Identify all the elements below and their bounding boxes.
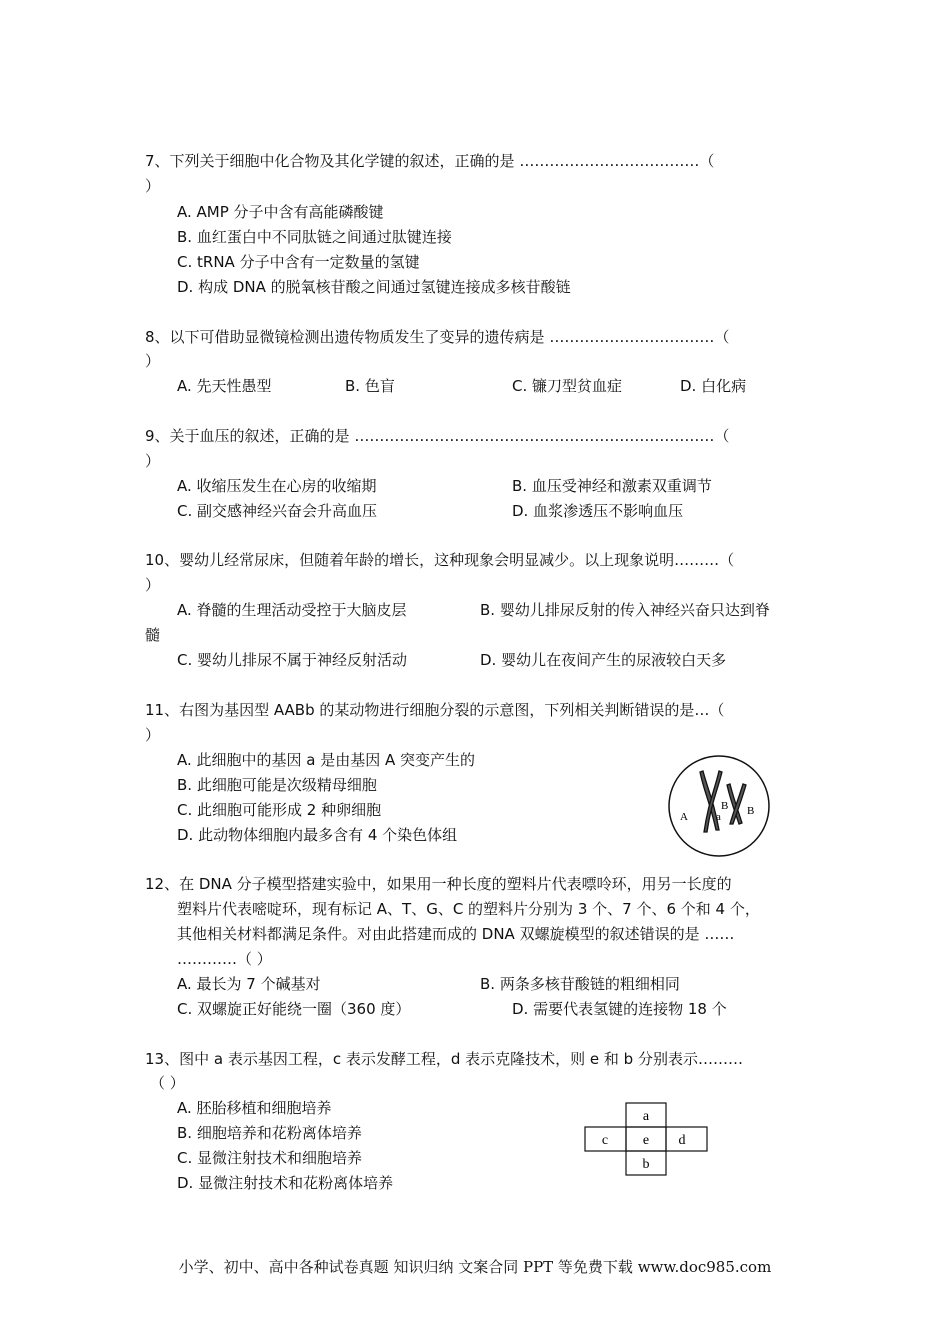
q9-option-a: A. 收缩压发生在心房的收缩期 [177, 477, 377, 495]
q10-option-d: D. 婴幼儿在夜间产生的尿液较白天多 [480, 651, 727, 669]
q7-option-b: B. 血红蛋白中不同肽链之间通过肽键连接 [177, 228, 452, 246]
label-c: c [601, 1133, 609, 1148]
label-e: e [642, 1133, 650, 1148]
q8-option-a: A. 先天性愚型 [177, 377, 272, 395]
q7-option-d: D. 构成 DNA 的脱氧核苷酸之间通过氢键连接成多核苷酸链 [177, 278, 571, 296]
q10-stem-line-1: 10、婴幼儿经常尿床，但随着年龄的增长，这种现象会明显减少。以上现象说明………（ [145, 551, 735, 569]
q11-option-c: C. 此细胞可能形成 2 种卵细胞 [177, 801, 382, 819]
cell-division-diagram [664, 752, 774, 860]
q10-option-a: A. 脊髓的生理活动受控于大脑皮层 [177, 601, 407, 619]
q8-option-c: C. 镰刀型贫血症 [512, 377, 623, 395]
q12-stem-line-3: 其他相关材料都满足条件。对由此搭建而成的 DNA 双螺旋模型的叙述错误的是 …… [177, 925, 735, 943]
page-footer: 小学、初中、高中各种试卷真题 知识归纳 文案合同 PPT 等免费下载 www.doc985.com [178, 1258, 772, 1276]
q8-stem-line-2: ） [145, 352, 161, 370]
q12-stem-line-4: …………（ ） [177, 950, 272, 968]
q11-stem-line-1: 11、右图为基因型 AABb 的某动物进行细胞分裂的示意图，下列相关判断错误的是…（ [145, 701, 725, 719]
q10-option-b: B. 婴幼儿排尿反射的传入神经兴奋只达到脊 [480, 601, 770, 619]
q7-stem-line-1: 7、下列关于细胞中化合物及其化学键的叙述，正确的是 ………………………………（ [145, 152, 715, 170]
q9-stem-line-1: 9、关于血压的叙述，正确的是 ………………………………………………………………（ [145, 427, 730, 445]
gene-label-b-left: B [721, 800, 729, 812]
q12-option-b: B. 两条多核苷酸链的粗细相同 [480, 975, 680, 993]
q11-stem-line-2: ） [145, 726, 161, 744]
q13-option-d: D. 显微注射技术和花粉离体培养 [177, 1174, 394, 1192]
q11-option-d: D. 此动物体细胞内最多含有 4 个染色体组 [177, 826, 458, 844]
q7-stem-line-2: ） [145, 177, 161, 195]
q9-stem-line-2: ） [145, 452, 161, 470]
q10-stem-line-2: ） [145, 576, 161, 594]
q8-option-d: D. 白化病 [680, 377, 747, 395]
q8-option-b: B. 色盲 [345, 377, 395, 395]
gene-label-b-right: B [747, 805, 755, 817]
q13-option-a: A. 胚胎移植和细胞培养 [177, 1099, 332, 1117]
q13-option-b: B. 细胞培养和花粉离体培养 [177, 1124, 362, 1142]
q13-stem-line-1: 13、图中 a 表示基因工程，c 表示发酵工程，d 表示克隆技术，则 e 和 b 分别表示……… [145, 1050, 743, 1068]
q12-option-c: C. 双螺旋正好能绕一圈（360 度） [177, 1000, 411, 1018]
q10-option-b-wrap: 髓 [145, 626, 161, 644]
q13-option-c: C. 显微注射技术和细胞培养 [177, 1149, 363, 1167]
chromosome-right [727, 784, 746, 824]
q9-option-d: D. 血浆渗透压不影响血压 [512, 502, 684, 520]
q7-option-a: A. AMP 分子中含有高能磷酸键 [177, 203, 384, 221]
gene-label-a-upper: A [680, 811, 688, 823]
q12-stem-line-2: 塑料片代表嘧啶环，现有标记 A、T、G、C 的塑料片分别为 3 个、7 个、6 个和 4 个， [177, 900, 760, 918]
q13-stem-line-2: （ ） [150, 1074, 185, 1092]
label-a: a [642, 1109, 650, 1124]
q12-stem-line-1: 12、在 DNA 分子模型搭建实验中，如果用一种长度的塑料片代表嘌呤环，用另一长度的 [145, 875, 732, 893]
technique-grid-diagram [584, 1102, 708, 1178]
q10-option-c: C. 婴幼儿排尿不属于神经反射活动 [177, 651, 408, 669]
cell-d-box [666, 1127, 707, 1151]
q12-option-a: A. 最长为 7 个碱基对 [177, 975, 321, 993]
q11-option-a: A. 此细胞中的基因 a 是由基因 A 突变产生的 [177, 751, 476, 769]
q8-stem-line-1: 8、以下可借助显微镜检测出遗传物质发生了变异的遗传病是 ……………………………（ [145, 328, 730, 346]
gene-label-a-lower: a [716, 811, 721, 823]
q11-option-b: B. 此细胞可能是次级精母细胞 [177, 776, 377, 794]
q7-option-c: C. tRNA 分子中含有一定数量的氢键 [177, 253, 420, 271]
label-b: b [642, 1157, 650, 1172]
label-d: d [678, 1133, 686, 1148]
q12-option-d: D. 需要代表氢键的连接物 18 个 [512, 1000, 727, 1018]
q9-option-c: C. 副交感神经兴奋会升高血压 [177, 502, 378, 520]
q9-option-b: B. 血压受神经和激素双重调节 [512, 477, 712, 495]
